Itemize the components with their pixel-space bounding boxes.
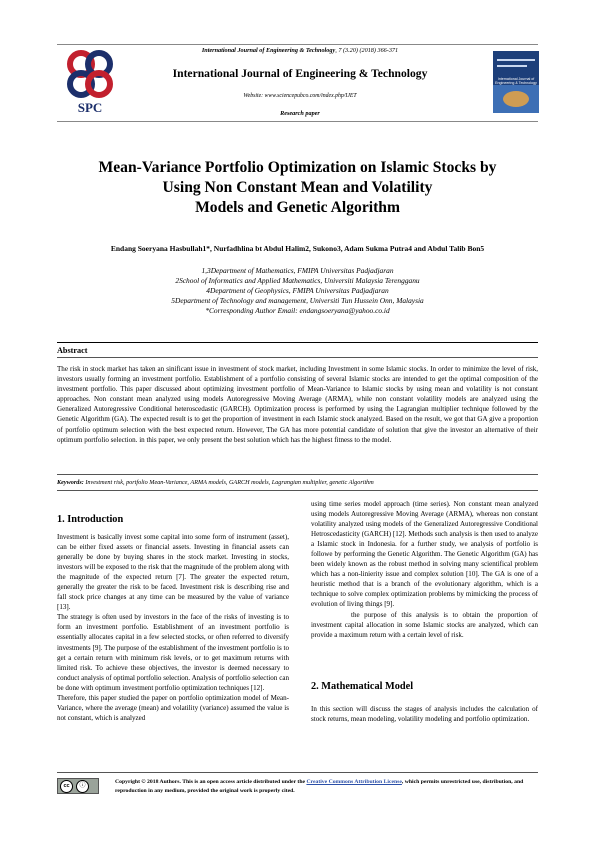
keywords-label: Keywords: bbox=[57, 479, 84, 486]
mathematical-model-heading: 2. Mathematical Model bbox=[311, 681, 414, 692]
paper-type-label: Research paper bbox=[280, 110, 320, 117]
keywords-list: Investment risk, portfolio Mean-Variance, ARMA models, GARCH models, Lagrangian multiplier, genetic Algorithm bbox=[83, 479, 374, 486]
journal-citation-volume: , 7 (3.20) (2018) 366-371 bbox=[335, 47, 399, 54]
footer-rule bbox=[57, 772, 538, 773]
right-column bbox=[311, 499, 538, 640]
left-column bbox=[57, 532, 289, 723]
journal-name: International Journal of Engineering & Technology bbox=[172, 67, 428, 80]
cover-caption: International Journal of Engineering & Technology bbox=[495, 77, 537, 85]
intro-paragraph-2: The strategy is often used by investors in the face of the risks of investing is to form an investment portfolio. Establishment of an investment portfolio is essentially allocates capital in a few selected stocks, or often referred to diversify investments [9]. The purpose of the establishment of the investment portfolio is to get a certain return with minimum risk levels, or to get maximum returns with limited risk. To achieve these objectives, the investor is deemed necessary to conduct analysis of optimal portfolio selection. Analysis of portfolio selection can be done with optimum investment portfolio optimization techniques [12]. bbox=[57, 613, 289, 692]
intro-paragraph-4: using time series model approach (time series). Non constant mean analyzed using models Autoregressive Moving Average (ARMA), whereas non constant volatility analyzed using models of the Generalized Autoregressive Conditional Hetroscedasticity (GARCH) [12]. Methods such analysis is then used to analyze a Islamic stock in Indonesia. for a further study, we analysis of portfolio is followe by performing the Genetic Algorithm. The Genetic Algorithm (GA) has been widely known as the robust method in solving many scientifical problem which has a non-linierity issue and complex solution [10]. The GA is one of a heuristic method that is a branch of the evolutionary algorithm, which is a technique to solve complex optimization problems by mimicking the process of evolution of living things [9]. bbox=[311, 500, 538, 609]
abstract-top-rule bbox=[57, 342, 538, 343]
journal-citation-name: International Journal of Engineering & Technology bbox=[201, 47, 336, 54]
keywords-rule bbox=[57, 490, 538, 491]
paper-title bbox=[60, 158, 535, 218]
corresponding-author: *Corresponding Author Email: endangsoeryana@yahoo.co.id bbox=[205, 306, 390, 315]
license-link[interactable]: Creative Commons Attribution License bbox=[306, 779, 402, 785]
copyright-text-pre: Copyright © 2018 Authors. This is an open access article distributed under the bbox=[115, 779, 307, 785]
affiliations bbox=[70, 266, 525, 316]
affiliation-4: 5Department of Technology and management, Universiti Tun Hussein Onn, Malaysia bbox=[171, 296, 424, 305]
abstract-heading: Abstract bbox=[57, 346, 88, 355]
spc-logo-icon bbox=[64, 50, 116, 116]
introduction-heading: 1. Introduction bbox=[57, 514, 124, 525]
abstract-heading-rule bbox=[57, 357, 538, 358]
title-line-1: Mean-Variance Portfolio Optimization on Islamic Stocks by bbox=[98, 159, 497, 176]
title-line-3: Models and Genetic Algorithm bbox=[195, 199, 400, 216]
journal-website[interactable]: Website: www.sciencepubco.com/index.php/IJET bbox=[243, 93, 357, 99]
affiliation-1: 1,3Department of Mathematics, FMIPA Universitas Padjadjaran bbox=[201, 266, 394, 275]
math-paragraph-1: In this section will discuss the stages of analysis includes the calculation of stock returns, mean modeling, volatility modeling and portfolio optimization. bbox=[311, 705, 538, 724]
logo-text: SPC bbox=[77, 100, 103, 115]
copyright-notice bbox=[115, 778, 538, 795]
intro-paragraph-1: Investment is basically invest some capital into some form of instrument (asset), can be either fixed assets or financial assets. Investing in financial assets can generally be done by buying shares in the stock market. Investing in stocks, investors will be exposed to the risk that the magnitude of the problem along with the magnitude of the expected return [7]. The greater the expected return, generally the greater the risk to be faced. Investment risk is describing rise and fall stock price changes at any time can be measured by the value of variance [13]. bbox=[57, 533, 289, 612]
journal-cover-thumbnail bbox=[493, 51, 539, 113]
copyright-text-post: , which permits unrestricted use, distribution, and reproduction in any medium, provided the original work is properly cited. bbox=[115, 779, 524, 794]
cc-icon: cc bbox=[60, 780, 73, 793]
affiliation-2: 2School of Informatics and Applied Mathematics, Universiti Malaysia Terengganu bbox=[175, 276, 420, 285]
affiliation-3: 4Department of Geophysics, FMIPA Universitas Padjadjaran bbox=[206, 286, 389, 295]
author-list: Endang Soeryana Hasbullah1*, Nurfadhlina bt Abdul Halim2, Sukono3, Adam Sukma Putra4 and Abdul Talib Bon5 bbox=[110, 244, 485, 253]
abstract-bottom-rule bbox=[57, 474, 538, 475]
title-line-2: Using Non Constant Mean and Volatility bbox=[162, 179, 433, 196]
abstract-text: The risk in stock market has taken an sinificant issue in investment of stock market, including Investment in some Islamic stocks. In order to minimize the level of risk, investors usually forming an investment portfolio. Establishment of a portfolio consisting of several Islamic stocks are intended to get the optimal composition of the investment portfolio. This paper discussed about optimizing investment portfolio of Mean-Variance to Islamic stocks by using mean and volatility is not constant approaches. Non constant mean analyzed using models Autoregressive Moving Average (ARMA), while non constant volatility models are analyzed using the Generalized Autoregressive Conditional heteroscedastic (GARCH). Optimization process is performed by using the Lagrangian multiplier technique followed by the Genetic Algorithm (GA). The expected result is to get the proportion of investment in each Islamic stock analyzed. Based on the result, we got that GA give a proportion of portfolio optimum selection with the best expected return. However, The GA has more potential candidate of solution that give the investor an alternative of their optimum portfolio selection. in this paper, we only present the best solution which has the highest fitness to the model. bbox=[57, 365, 538, 444]
cc-license-badge[interactable] bbox=[57, 778, 99, 794]
intro-paragraph-5: the purpose of this analysis is to obtain the proportion of investment capital allocation in some Islamic stocks are analyzed, which can provide a maximum return with a certain level of risk. bbox=[311, 610, 538, 639]
attribution-icon: ⓘ bbox=[76, 780, 89, 793]
mathematical-model-text bbox=[311, 704, 538, 724]
journal-citation bbox=[150, 47, 450, 54]
keywords bbox=[57, 479, 538, 486]
intro-paragraph-3: Therefore, this paper studied the paper on portfolio optimization model of Mean-Variance, where the average (mean) and volatility (variance) assumed the value is not constant, which is analyzed bbox=[57, 693, 289, 722]
